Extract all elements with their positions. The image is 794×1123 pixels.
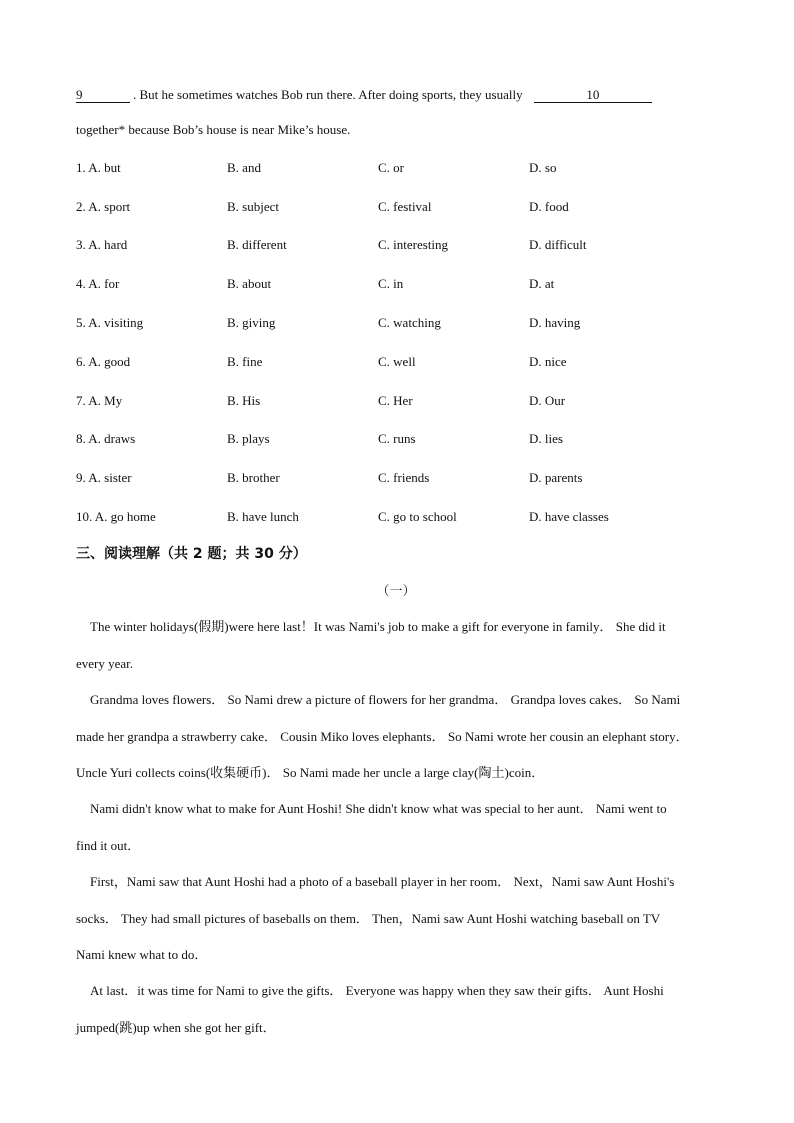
option-1-d[interactable]: D. so	[529, 160, 557, 175]
option-7-b[interactable]: B. His	[227, 393, 261, 408]
option-5-a[interactable]: 5. A. visiting	[76, 315, 144, 330]
option-row-4	[76, 276, 726, 292]
option-9-b[interactable]: B. brother	[227, 470, 280, 485]
option-10-c[interactable]: C. go to school	[378, 509, 457, 524]
option-1-a[interactable]: 1. A. but	[76, 160, 121, 175]
option-row-2	[76, 199, 726, 215]
option-9-c[interactable]: C. friends	[378, 470, 430, 485]
passage-line-7: find it out．	[76, 838, 141, 853]
option-3-d[interactable]: D. difficult	[529, 237, 587, 252]
option-10-b[interactable]: B. have lunch	[227, 509, 299, 524]
passage-line-2: every year.	[76, 656, 134, 671]
blank-9[interactable]: 9	[76, 88, 130, 103]
passage-line-8: First，Nami saw that Aunt Hoshi had a photo of a baseball player in her room． Next，Nami saw Aunt Hoshi's	[90, 874, 675, 889]
passage-line-6: Nami didn't know what to make for Aunt Hoshi! She didn't know what was special to her aunt． Nami went to	[90, 801, 667, 816]
option-4-c[interactable]: C. in	[378, 276, 404, 291]
blank-10[interactable]: 10	[534, 88, 652, 103]
option-8-d[interactable]: D. lies	[529, 431, 563, 446]
option-2-a[interactable]: 2. A. sport	[76, 199, 131, 214]
passage-line-4: made her grandpa a strawberry cake． Cousin Miko loves elephants． So Nami wrote her cousin an elephant story．	[76, 729, 689, 744]
option-9-d[interactable]: D. parents	[529, 470, 583, 485]
option-6-c[interactable]: C. well	[378, 354, 416, 369]
option-row-7	[76, 393, 726, 409]
passage-line-12: jumped(跳)up when she got her gift．	[76, 1020, 276, 1035]
option-3-a[interactable]: 3. A. hard	[76, 237, 128, 252]
option-8-c[interactable]: C. runs	[378, 431, 416, 446]
option-1-c[interactable]: C. or	[378, 160, 404, 175]
passage-line-9: socks． They had small pictures of baseballs on them． Then，Nami saw Aunt Hoshi watching baseball on TV	[76, 911, 661, 926]
option-9-a[interactable]: 9. A. sister	[76, 470, 132, 485]
option-4-a[interactable]: 4. A. for	[76, 276, 120, 291]
option-row-10	[76, 509, 726, 525]
cloze-line-2: together* because Bob’s house is near Mike’s house.	[76, 122, 351, 137]
option-8-b[interactable]: B. plays	[227, 431, 270, 446]
option-2-c[interactable]: C. festival	[378, 199, 432, 214]
option-10-a[interactable]: 10. A. go home	[76, 509, 156, 524]
option-7-d[interactable]: D. Our	[529, 393, 566, 408]
option-2-d[interactable]: D. food	[529, 199, 569, 214]
passage-line-5: Uncle Yuri collects coins(收集硬币)． So Nami made her uncle a large clay(陶土)coin．	[76, 765, 545, 780]
option-7-a[interactable]: 7. A. My	[76, 393, 123, 408]
option-row-9	[76, 470, 726, 486]
cloze-line-1	[76, 87, 652, 103]
option-3-b[interactable]: B. different	[227, 237, 287, 252]
option-8-a[interactable]: 8. A. draws	[76, 431, 136, 446]
option-row-1	[76, 160, 726, 176]
option-row-6	[76, 354, 726, 370]
option-4-b[interactable]: B. about	[227, 276, 272, 291]
option-6-a[interactable]: 6. A. good	[76, 354, 131, 369]
option-row-3	[76, 237, 726, 253]
passage-line-10: Nami knew what to do．	[76, 947, 208, 962]
passage-line-1: The winter holidays(假期)were here last！It was Nami's job to make a gift for everyone in family． She did it	[90, 619, 666, 634]
passage-line-3: Grandma loves flowers． So Nami drew a picture of flowers for her grandma． Grandpa loves cakes． So Nami	[90, 692, 681, 707]
option-3-c[interactable]: C. interesting	[378, 237, 449, 252]
section-title: 三、阅读理解（共 2 题；共 30 分）	[76, 546, 307, 562]
option-4-d[interactable]: D. at	[529, 276, 555, 291]
option-6-b[interactable]: B. fine	[227, 354, 263, 369]
option-6-d[interactable]: D. nice	[529, 354, 567, 369]
passage-line-11: At last．it was time for Nami to give the gifts． Everyone was happy when they saw their gifts． Aunt Hoshi	[90, 983, 664, 998]
option-row-5	[76, 315, 726, 331]
option-row-8	[76, 431, 726, 447]
option-5-c[interactable]: C. watching	[378, 315, 441, 330]
option-7-c[interactable]: C. Her	[378, 393, 413, 408]
option-1-b[interactable]: B. and	[227, 160, 261, 175]
part-title: （一）	[376, 583, 416, 598]
option-10-d[interactable]: D. have classes	[529, 509, 609, 524]
option-5-b[interactable]: B. giving	[227, 315, 276, 330]
cloze-line-1-text: . But he sometimes watches Bob run there. After doing sports, they usually	[133, 87, 523, 102]
option-5-d[interactable]: D. having	[529, 315, 581, 330]
option-2-b[interactable]: B. subject	[227, 199, 279, 214]
